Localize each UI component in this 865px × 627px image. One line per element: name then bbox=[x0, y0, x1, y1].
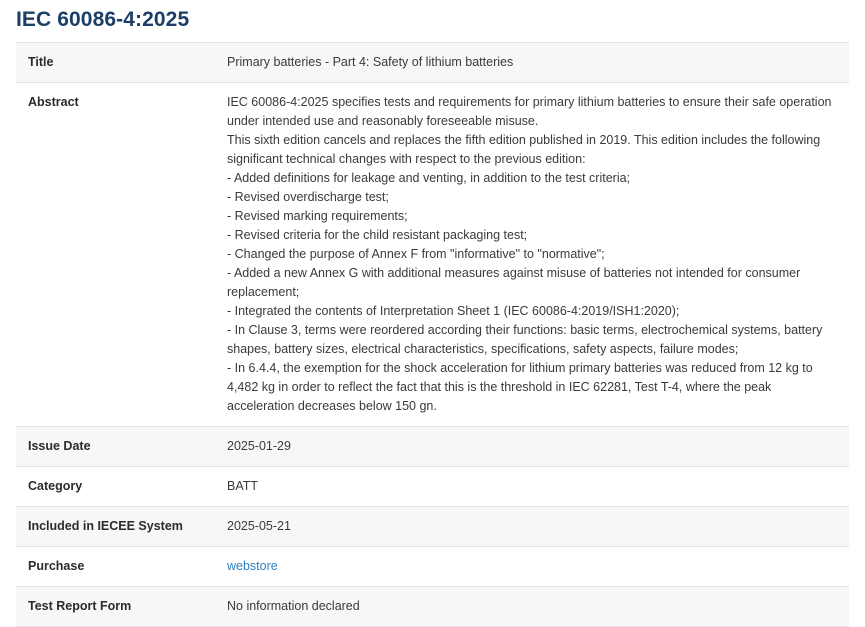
document-page bbox=[0, 8, 865, 627]
row-label-purchase: Purchase bbox=[28, 559, 85, 573]
standard-details-table bbox=[16, 42, 849, 627]
row-value-test-report-form: No information declared bbox=[215, 587, 849, 627]
table-row-included-in-iecee-system bbox=[16, 507, 849, 547]
table-row-title bbox=[16, 43, 849, 83]
page-title: IEC 60086-4:2025 bbox=[16, 8, 190, 31]
abstract-line: - Revised marking requirements; bbox=[227, 209, 408, 223]
row-label-abstract: Abstract bbox=[28, 95, 79, 109]
row-label-issue-date: Issue Date bbox=[16, 427, 215, 467]
row-value-abstract bbox=[215, 83, 849, 427]
table-row-abstract bbox=[16, 83, 849, 427]
abstract-line: - Added definitions for leakage and venting, in addition to the test criteria; bbox=[227, 171, 631, 185]
row-value-category: BATT bbox=[227, 479, 259, 493]
table-row-category bbox=[16, 467, 849, 507]
webstore-link[interactable]: webstore bbox=[227, 559, 278, 573]
table-row-purchase bbox=[16, 547, 849, 587]
abstract-line: This sixth edition cancels and replaces the fifth edition published in 2019. This edition includes the following significant technical changes with respect to the previous edition: bbox=[227, 133, 821, 166]
abstract-line: - In Clause 3, terms were reordered according their functions: basic terms, electrochemical systems, battery shapes, battery sizes, electrical characteristics, specifications, safety aspects, failure modes; bbox=[227, 323, 823, 356]
abstract-line: - Changed the purpose of Annex F from "informative" to "normative"; bbox=[227, 247, 605, 261]
row-value-included-in-iecee-system: 2025-05-21 bbox=[215, 507, 849, 547]
row-label-included-in-iecee-system: Included in IECEE System bbox=[16, 507, 215, 547]
row-label-test-report-form: Test Report Form bbox=[16, 587, 215, 627]
abstract-line: - Integrated the contents of Interpretation Sheet 1 (IEC 60086-4:2019/ISH1:2020); bbox=[227, 304, 680, 318]
row-value-purchase bbox=[215, 547, 849, 587]
abstract-line: - Added a new Annex G with additional measures against misuse of batteries not intended for consumer replacement; bbox=[227, 266, 801, 299]
table-row-issue-date bbox=[16, 427, 849, 467]
row-label-title: Title bbox=[16, 43, 215, 83]
row-value-issue-date: 2025-01-29 bbox=[215, 427, 849, 467]
abstract-line: IEC 60086-4:2025 specifies tests and requirements for primary lithium batteries to ensure their safe operation under intended use and reasonably foreseeable misuse. bbox=[227, 95, 832, 128]
row-value-title: Primary batteries - Part 4: Safety of lithium batteries bbox=[215, 43, 849, 83]
row-label-category: Category bbox=[28, 479, 83, 493]
abstract-line: - Revised overdischarge test; bbox=[227, 190, 389, 204]
abstract-line: - In 6.4.4, the exemption for the shock acceleration for lithium primary batteries was reduced from 12 kg to 4,482 kg in order to reflect the fact that this is the threshold in IEC 62281, Test T-4, where the peak acceleration decreases below 150 gn. bbox=[227, 361, 813, 413]
table-row-test-report-form bbox=[16, 587, 849, 627]
abstract-line: - Revised criteria for the child resistant packaging test; bbox=[227, 228, 528, 242]
